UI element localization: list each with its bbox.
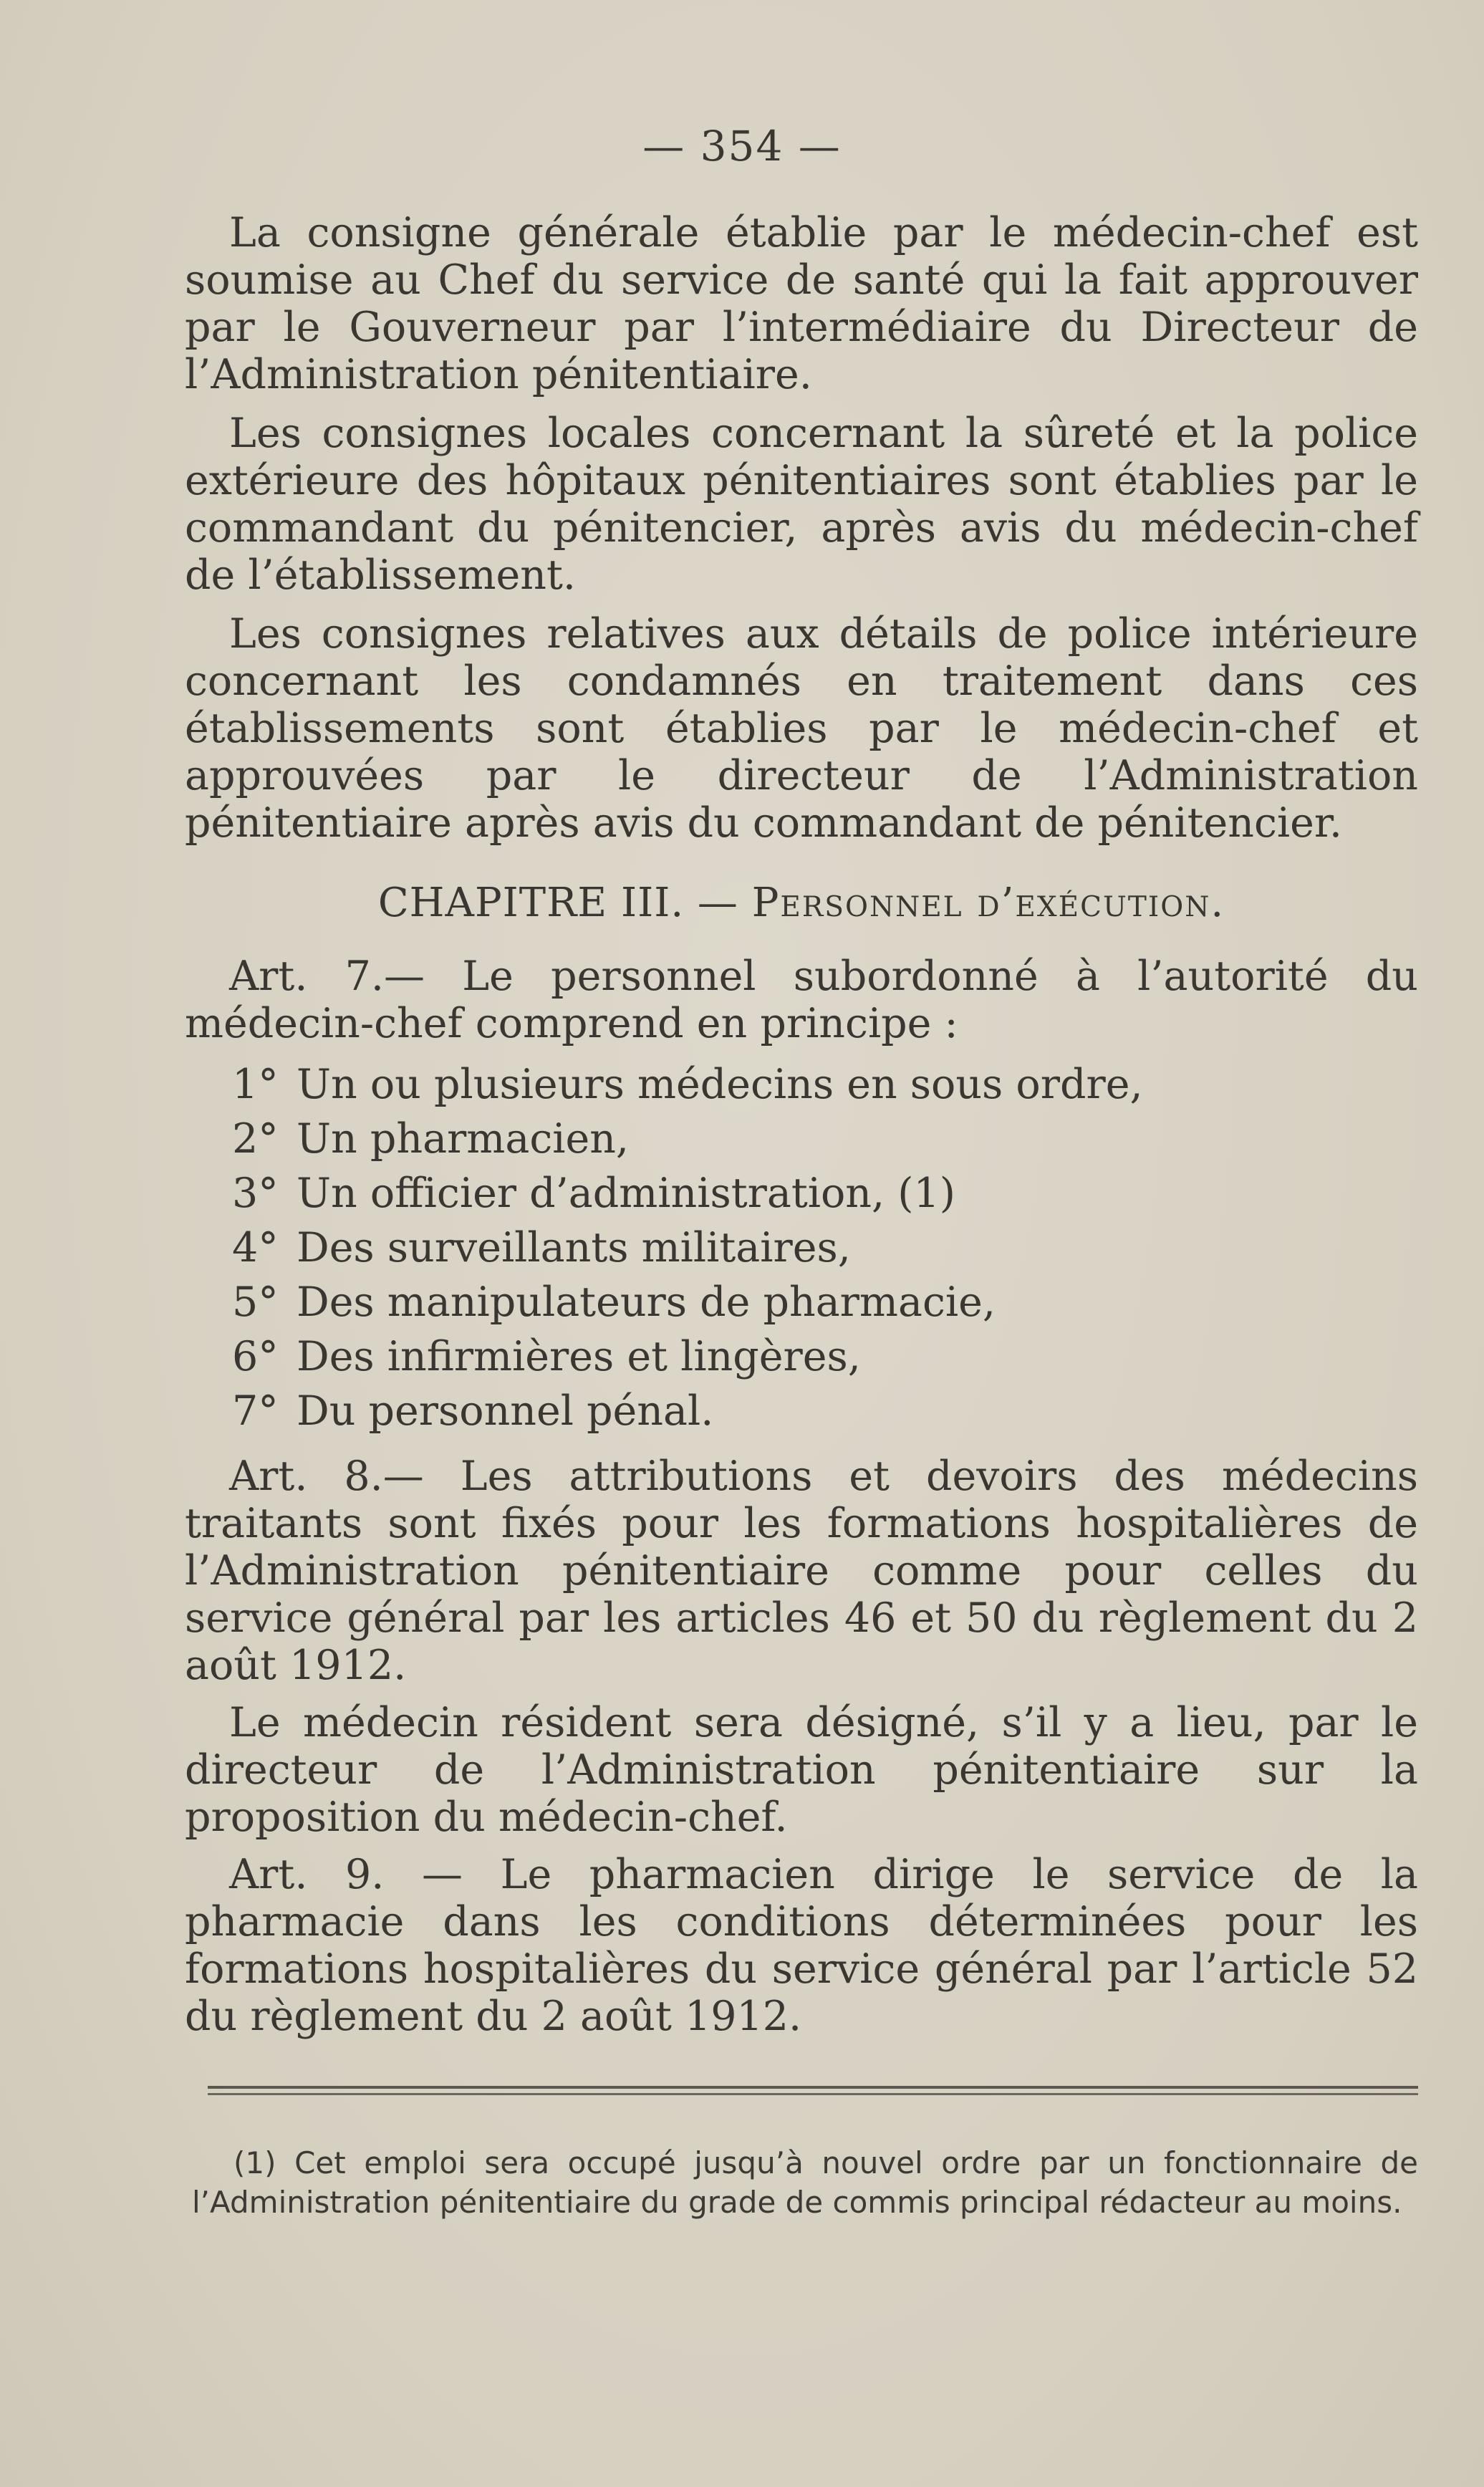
chapter-number: CHAPITRE III. —	[377, 880, 738, 926]
main-text	[185, 209, 1418, 2050]
footnote-rule-bottom	[208, 2093, 1418, 2095]
personnel-list	[185, 1057, 1418, 1438]
chapter-title: Personnel d’exécution.	[751, 880, 1225, 926]
list-item-text: Un pharmacien,	[297, 1115, 630, 1163]
page-number: — 354 —	[642, 122, 842, 170]
article-8: Art. 8.— Les attributions et devoirs des médecins traitants sont fixés pour les formations hospitalières de l’Administration pénitentiaire comme pour celles du service général par les articles 46 et 50 du règlement du 2 août 1912.	[185, 1453, 1418, 1689]
list-item-text: Un officier d’administration, (1)	[297, 1170, 955, 1217]
list-item	[232, 1329, 1418, 1384]
list-item-text: Des infirmières et lingères,	[297, 1333, 861, 1380]
list-item	[232, 1112, 1418, 1166]
list-item-text: Des manipulateurs de pharmacie,	[297, 1279, 996, 1326]
list-item-text: Du personnel pénal.	[297, 1387, 714, 1435]
footnote: (1) Cet emploi sera occupé jusqu’à nouvel ordre par un fonctionnaire de l’Administration pénitentiaire du grade de commis principal rédacteur au moins.	[192, 2145, 1418, 2220]
list-item-number: 5°	[232, 1279, 279, 1326]
list-item-text: Un ou plusieurs médecins en sous ordre,	[297, 1061, 1143, 1108]
list-item	[232, 1057, 1418, 1112]
list-item	[232, 1384, 1418, 1438]
list-item-number: 7°	[232, 1387, 279, 1435]
paragraph-consignes-relatives: Les consignes relatives aux détails de police intérieure concernant les condamnés en traitement dans ces établissements sont établies par le médecin-chef et approuvées par le directeur de l’Administration pénitentiaire après avis du commandant de pénitencier.	[185, 610, 1418, 847]
list-item-number: 3°	[232, 1170, 279, 1217]
list-item-number: 1°	[232, 1061, 279, 1108]
list-item-number: 2°	[232, 1115, 279, 1163]
list-item-number: 6°	[232, 1333, 279, 1380]
article-9: Art. 9. — Le pharmacien dirige le service de la pharmacie dans les conditions déterminées pour les formations hospitalières du service général par l’article 52 du règlement du 2 août 1912.	[185, 1851, 1418, 2040]
list-item-number: 4°	[232, 1224, 279, 1271]
article-7-intro: Art. 7.— Le personnel subordonné à l’autorité du médecin-chef comprend en principe :	[185, 953, 1418, 1047]
list-item	[232, 1275, 1418, 1329]
chapter-heading	[185, 880, 1418, 927]
list-item	[232, 1221, 1418, 1275]
list-item-text: Des surveillants militaires,	[297, 1224, 851, 1271]
paragraph-consignes-locales: Les consignes locales concernant la sûreté et la police extérieure des hôpitaux pénitentiaires sont établies par le commandant du pénitencier, après avis du médecin-chef de l’établissement.	[185, 410, 1418, 599]
paragraph-consigne-generale: La consigne générale établie par le médecin-chef est soumise au Chef du service de santé qui la fait approuver par le Gouverneur par l’intermédiaire du Directeur de l’Administration pénitentiaire.	[185, 209, 1418, 398]
list-item	[232, 1166, 1418, 1221]
footnote-rule-top	[208, 2086, 1418, 2089]
paragraph-medecin-resident: Le médecin résident sera désigné, s’il y a lieu, par le directeur de l’Administration pénitentiaire sur la proposition du médecin-chef.	[185, 1699, 1418, 1841]
